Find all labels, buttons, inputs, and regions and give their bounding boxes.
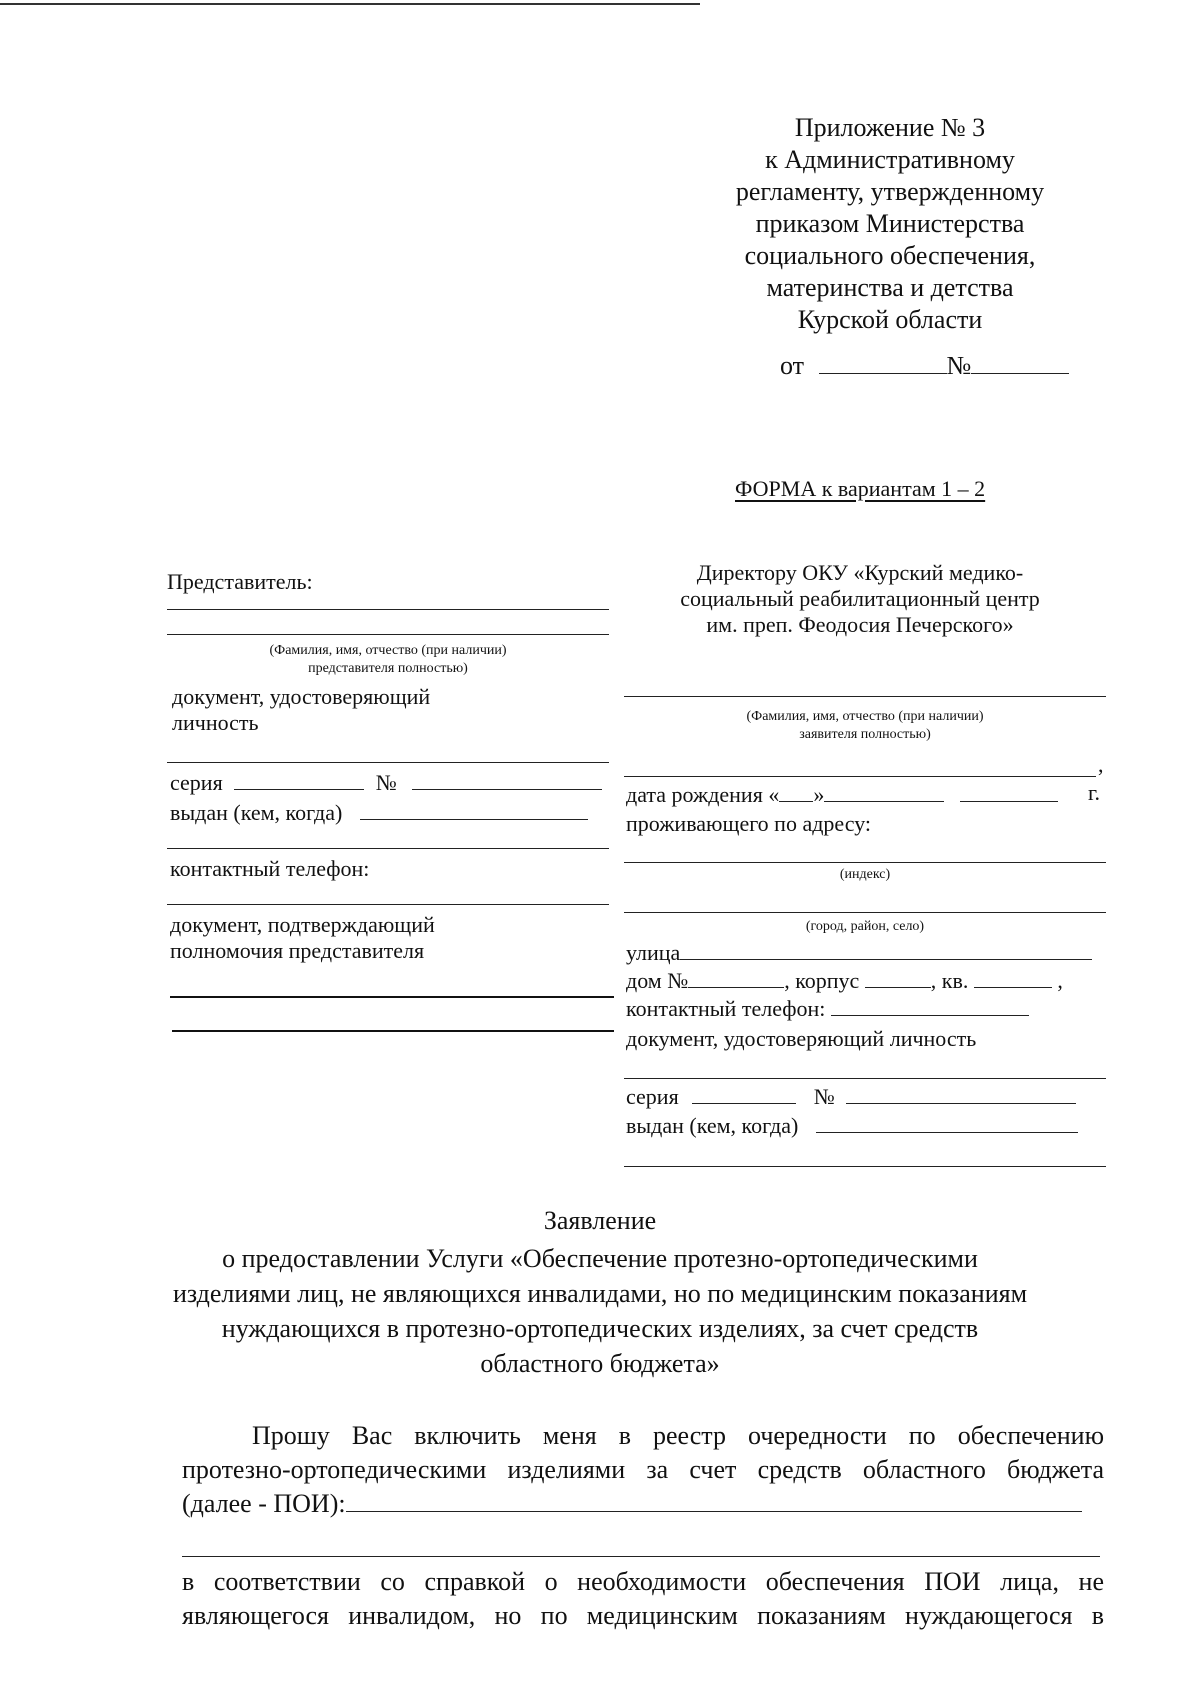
representative-fio-field[interactable] <box>167 609 609 610</box>
right-phone-row <box>626 996 1029 1022</box>
house-label: дом № <box>626 968 689 993</box>
body-line: Прошу Вас включить меня в реестр очередности по обеспечению <box>252 1421 1104 1450</box>
subtitle-line: областного бюджета» <box>480 1349 720 1378</box>
annex-line: приказом Министерства <box>755 209 1025 238</box>
left-series-label: серия <box>170 770 223 795</box>
left-id-doc-label <box>172 684 430 736</box>
right-issued-field-2[interactable] <box>624 1166 1106 1167</box>
birth-day-field[interactable] <box>779 783 813 802</box>
annex-line: Приложение № 3 <box>794 113 986 142</box>
body-line: (далее - ПОИ): <box>182 1489 346 1518</box>
right-series-label: серия <box>626 1084 679 1109</box>
birth-year-field[interactable] <box>960 783 1058 802</box>
left-id-doc-field[interactable] <box>167 762 609 763</box>
annex-line: к Административному <box>765 145 1015 174</box>
left-series-row <box>170 770 602 796</box>
left-power-doc-label <box>170 912 435 964</box>
annex-number-label: № <box>946 351 972 380</box>
annex-line: материнства и детства <box>766 273 1014 302</box>
caption-line: заявителя полностью) <box>799 727 931 742</box>
birth-label: дата рождения « <box>626 782 780 807</box>
scan-edge-line <box>0 3 700 5</box>
annex-line: регламенту, утвержденному <box>735 177 1045 206</box>
left-issued-field[interactable] <box>360 801 588 820</box>
street-field[interactable] <box>680 941 1092 960</box>
annex-number-field[interactable] <box>971 355 1069 374</box>
body-line: являющегося инвалидом, но по медицинским показаниям нуждающегося в <box>182 1601 1104 1630</box>
statement-subtitle <box>0 1241 1200 1381</box>
right-number-label: № <box>813 1084 835 1109</box>
poi-field[interactable] <box>346 1489 1082 1512</box>
city-caption: (город, район, село) <box>805 919 925 934</box>
right-issued-label: выдан (кем, когда) <box>626 1113 799 1138</box>
right-phone-label: контактный телефон: <box>626 996 826 1021</box>
left-issued-label: выдан (кем, когда) <box>170 800 343 825</box>
poi-field-2[interactable] <box>182 1556 1100 1557</box>
subtitle-line: изделиями лиц, не являющихся инвалидами, но по медицинским показаниям <box>172 1279 1028 1308</box>
left-number-label: № <box>375 770 397 795</box>
right-series-row <box>626 1084 1076 1110</box>
applicant-fio-field-2[interactable] <box>624 776 1096 777</box>
annex-line: социального обеспечения, <box>744 241 1036 270</box>
caption-line: (Фамилия, имя, отчество (при наличии) <box>746 709 984 724</box>
caption-line: (Фамилия, имя, отчество (при наличии) <box>269 643 507 658</box>
address-label: проживающего по адресу: <box>626 811 872 836</box>
right-series-field[interactable] <box>692 1085 796 1104</box>
addressee-block <box>640 560 1080 638</box>
right-number-field[interactable] <box>846 1085 1076 1104</box>
annex-date-row <box>780 350 1069 382</box>
annex-from-label: от <box>780 351 805 380</box>
house-row <box>626 968 1063 994</box>
annex-block <box>720 112 1060 336</box>
street-row <box>626 940 1092 966</box>
representative-fio-field-2[interactable] <box>167 634 609 635</box>
year-suffix: г. <box>1088 780 1101 805</box>
left-power-doc-field-2[interactable] <box>172 1030 614 1032</box>
caption-line: представителя полностью) <box>308 661 468 676</box>
label-line: полномочия представителя <box>170 938 425 963</box>
street-label: улица <box>626 940 681 965</box>
birth-close-quote: » <box>813 782 825 807</box>
right-issued-row <box>626 1113 1078 1139</box>
right-id-doc-label: документ, удостоверяющий личность <box>626 1026 977 1051</box>
addressee-line: им. преп. Феодосия Печерского» <box>706 612 1014 637</box>
index-field[interactable] <box>624 862 1106 863</box>
city-field[interactable] <box>624 912 1106 913</box>
right-issued-field[interactable] <box>816 1114 1078 1133</box>
form-title: ФОРМА к вариантам 1 – 2 <box>735 476 986 501</box>
birth-date-row <box>626 782 1058 808</box>
applicant-fio-caption <box>624 708 1106 744</box>
house-field[interactable] <box>688 969 784 988</box>
body-line-with-field <box>182 1488 1082 1520</box>
house-row-comma: , <box>1057 968 1063 993</box>
subtitle-line: о предоставлении Услуги «Обеспечение протезно-ортопедическими <box>222 1244 978 1273</box>
representative-label: Представитель: <box>167 569 313 594</box>
addressee-line: Директору ОКУ «Курский медико- <box>696 560 1024 585</box>
annex-line: Курской области <box>797 305 983 334</box>
body-line: протезно-ортопедическими изделиями за счет средств областного бюджета <box>182 1455 1104 1484</box>
label-line: документ, удостоверяющий <box>172 684 431 709</box>
apartment-label: , кв. <box>930 968 969 993</box>
subtitle-line: нуждающихся в протезно-ортопедических изделиях, за счет средств <box>221 1314 979 1343</box>
label-line: личность <box>172 710 259 735</box>
building-field[interactable] <box>865 969 931 988</box>
right-id-doc-field[interactable] <box>624 1078 1106 1079</box>
index-caption: (индекс) <box>839 867 891 882</box>
label-line: документ, подтверждающий <box>170 912 435 937</box>
apartment-field[interactable] <box>974 969 1052 988</box>
left-issued-field-2[interactable] <box>167 848 609 849</box>
left-issued-row <box>170 800 588 826</box>
left-phone-field[interactable] <box>167 904 609 905</box>
representative-fio-caption <box>167 642 609 678</box>
right-phone-field[interactable] <box>831 997 1029 1016</box>
addressee-line: социальный реабилитационный центр <box>680 586 1040 611</box>
annex-date-field[interactable] <box>819 355 947 374</box>
applicant-comma: , <box>1098 752 1104 777</box>
left-series-field[interactable] <box>234 771 364 790</box>
statement-title: Заявление <box>543 1206 657 1235</box>
applicant-fio-field[interactable] <box>624 696 1106 697</box>
body-line: в соответствии со справкой о необходимости обеспечения ПОИ лица, не <box>182 1567 1104 1596</box>
left-number-field[interactable] <box>412 771 602 790</box>
left-power-doc-field[interactable] <box>170 996 614 998</box>
left-phone-label: контактный телефон: <box>170 856 370 881</box>
building-label: , корпус <box>784 968 860 993</box>
birth-month-field[interactable] <box>824 783 944 802</box>
